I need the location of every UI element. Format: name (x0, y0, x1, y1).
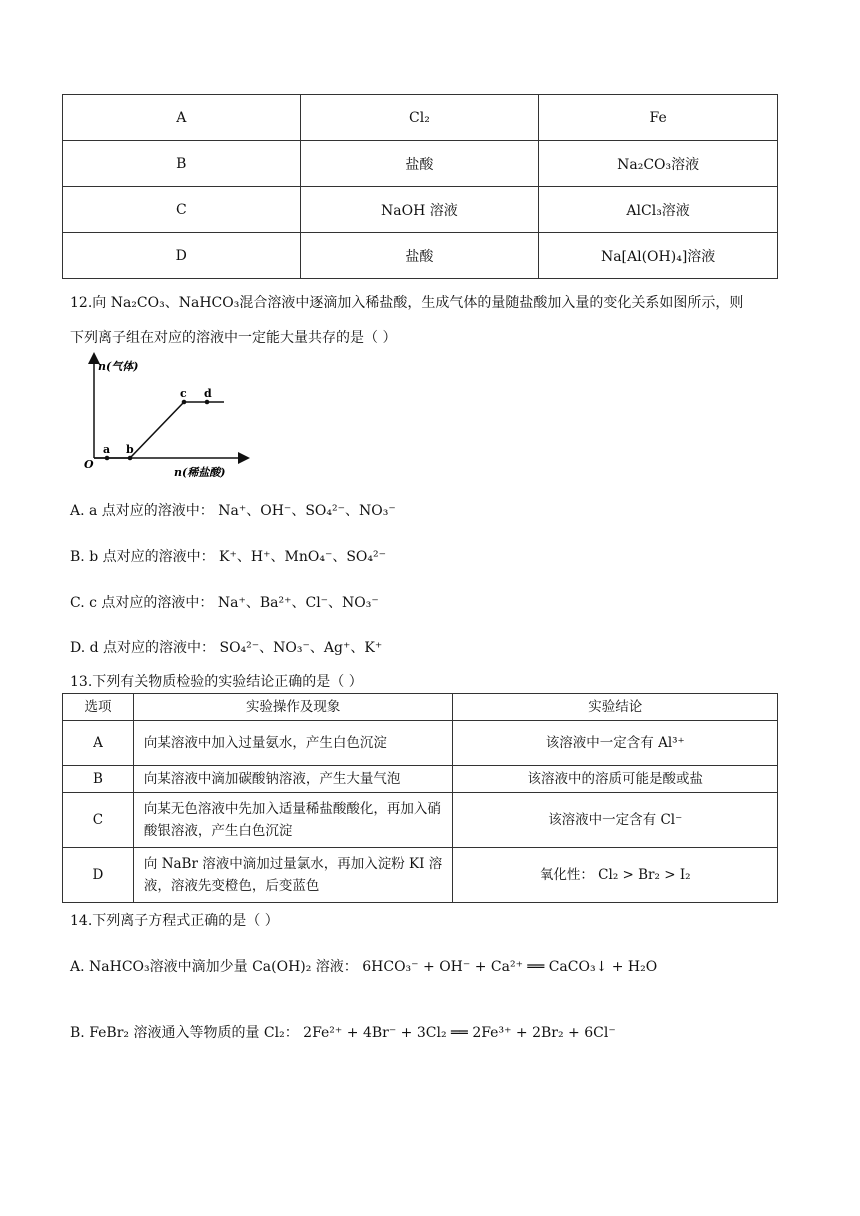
table-cell: 向某溶液中加入过量氨水，产生白色沉淀 (133, 721, 453, 766)
point-a-label: a (103, 443, 111, 456)
table-cell: 盐酸 (300, 141, 539, 187)
table-row (63, 95, 778, 141)
q12-option-a: A. a 点对应的溶液中： Na⁺、OH⁻、SO₄²⁻、NO₃⁻ (70, 503, 396, 519)
table-row (63, 766, 778, 793)
table-cell: Cl₂ (300, 95, 539, 141)
table-row (63, 848, 778, 903)
x-axis-label: n(稀盐酸) (174, 466, 226, 479)
table-cell: 盐酸 (300, 233, 539, 279)
table-header-row (63, 694, 778, 721)
experiment-table (62, 693, 778, 903)
table-row (63, 233, 778, 279)
table-cell: AlCl₃溶液 (539, 187, 778, 233)
q14-option-b: B. FeBr₂ 溶液通入等物质的量 Cl₂： 2Fe²⁺ + 4Br⁻ + 3Cl₂ ══ 2Fe³⁺ + 2Br₂ + 6Cl⁻ (70, 1025, 616, 1041)
y-axis-label: n(气体) (98, 360, 139, 373)
table-cell: 该溶液中一定含有 Al³⁺ (453, 721, 778, 766)
table-cell: 向 NaBr 溶液中滴加过量氯水，再加入淀粉 KI 溶液，溶液先变橙色，后变蓝色 (133, 848, 453, 903)
table-cell: A (63, 95, 301, 141)
q14-option-a: A. NaHCO₃溶液中滴加少量 Ca(OH)₂ 溶液： 6HCO₃⁻ + OH⁻ + Ca²⁺ ══ CaCO₃↓ + H₂O (70, 959, 658, 975)
header-operation: 实验操作及现象 (133, 694, 453, 721)
q12-option-c: C. c 点对应的溶液中： Na⁺、Ba²⁺、Cl⁻、NO₃⁻ (70, 595, 379, 611)
table-cell: Na[Al(OH)₄]溶液 (539, 233, 778, 279)
point-a-dot (105, 456, 110, 461)
table-cell: 向某无色溶液中先加入适量稀盐酸酸化，再加入硝酸银溶液，产生白色沉淀 (133, 793, 453, 848)
point-b-label: b (126, 443, 134, 456)
table-cell: 氧化性： Cl₂ > Br₂ > I₂ (453, 848, 778, 903)
header-conclusion: 实验结论 (453, 694, 778, 721)
table-cell: NaOH 溶液 (300, 187, 539, 233)
point-b-dot (128, 456, 133, 461)
table-cell: B (63, 141, 301, 187)
q14-stem: 14.下列离子方程式正确的是（ ） (70, 913, 279, 929)
point-d-dot (205, 400, 210, 405)
point-d-label: d (204, 387, 212, 400)
table-cell: D (63, 848, 134, 903)
q12-stem-line1: 12.向 Na₂CO₃、NaHCO₃混合溶液中逐滴加入稀盐酸，生成气体的量随盐酸加入量的变化关系如图所示，则 (70, 295, 744, 311)
table-cell: A (63, 721, 134, 766)
q13-stem: 13.下列有关物质检验的实验结论正确的是（ ） (70, 674, 363, 690)
table-row (63, 793, 778, 848)
table-cell: Na₂CO₃溶液 (539, 141, 778, 187)
table-row (63, 141, 778, 187)
q12-stem-line2: 下列离子组在对应的溶液中一定能大量共存的是（ ） (70, 330, 397, 346)
table-cell: D (63, 233, 301, 279)
table-cell: 该溶液中一定含有 Cl⁻ (453, 793, 778, 848)
table-row (63, 187, 778, 233)
q12-option-d: D. d 点对应的溶液中： SO₄²⁻、NO₃⁻、Ag⁺、K⁺ (70, 640, 383, 656)
table-cell: C (63, 793, 134, 848)
table-cell: B (63, 766, 134, 793)
reagent-table (62, 94, 778, 279)
gas-curve (94, 402, 224, 458)
table-cell: Fe (539, 95, 778, 141)
table-cell: 向某溶液中滴加碳酸钠溶液，产生大量气泡 (133, 766, 453, 793)
gas-volume-graph (82, 352, 252, 480)
origin-label: O (84, 458, 94, 471)
table-cell: 该溶液中的溶质可能是酸或盐 (453, 766, 778, 793)
table-row (63, 721, 778, 766)
point-c-label: c (180, 387, 187, 400)
header-option: 选项 (63, 694, 134, 721)
table-cell: C (63, 187, 301, 233)
point-c-dot (182, 400, 187, 405)
q12-option-b: B. b 点对应的溶液中： K⁺、H⁺、MnO₄⁻、SO₄²⁻ (70, 549, 387, 565)
